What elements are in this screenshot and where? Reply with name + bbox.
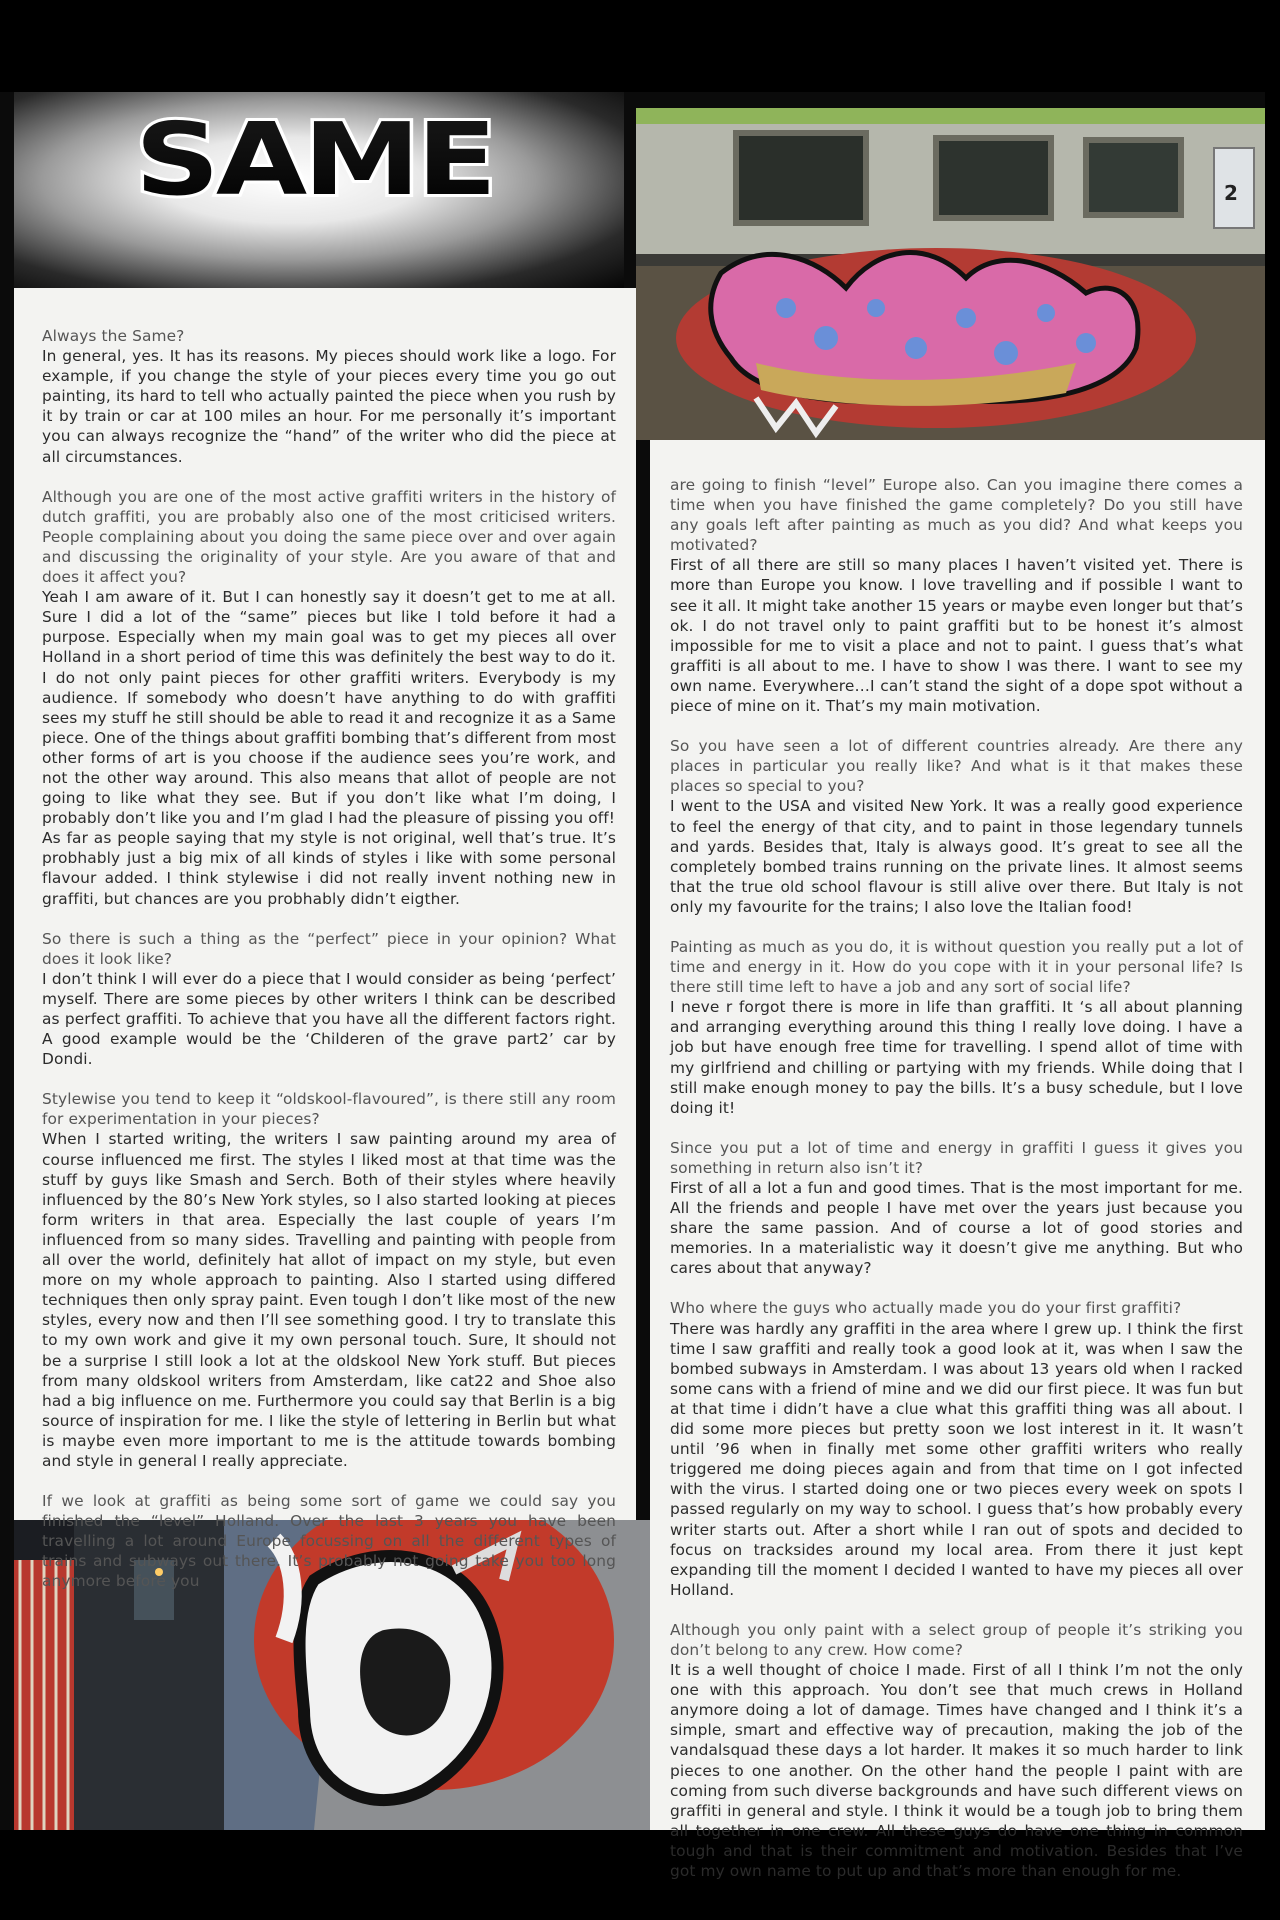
interview-block (670, 736, 1243, 917)
interview-answer: I neve r forgot there is more in life than graffiti. It ‘s all about planning and arranging everything around this thing I really love doing. I have a job but have enough free time for travelling. I spend allot of time with my girlfriend and chilling or partying with my friends. While doing that I still make enough money to pay the bills. It’s a busy schedule, but I love doing it! (670, 998, 1243, 1117)
interview-block (670, 1138, 1243, 1279)
same-logo-graphic (14, 92, 624, 288)
interview-answer: It is a well thought of choice I made. First of all I think I’m not the only one with this approach. You don’t see that much crews in Holland anymore doing a lot of damage. Times have changed and I think it’s a simple, smart and effective way of precaution, making the job of the vandalsquad these days a lot harder. It makes it so much harder to link pieces to one another. On the other hand the people I paint with are coming from such diverse backgrounds and have such different views on graffiti in general and style. I think it would be a tough job to bring them all together in one crew. All these guys do have one thing in common tough and that is their commitment and motivation. Besides that I’ve got my own name to put up and that’s more than enough for me. (670, 1661, 1243, 1880)
interview-question: Always the Same? (42, 327, 185, 345)
interview-answer: Yeah I am aware of it. But I can honestly say it doesn’t get to me at all. Sure I did a lot of the “same” pieces but like I told before it had a purpose. Especially when my main goal was to get my pieces all over Holland in a short period of time this was definitely the best way to do it. I do not only paint pieces for other graffiti writers. Everybody is my audience. If somebody who doesn’t have anything to do with graffiti sees my stuff he still should be able to read it and recognize it as a Same piece. One of the things about graffiti bombing that’s different from most other forms of art is you choose if the audience sees you’re work, and not the other way around. This also means that allot of people are not going to like what they see. But if you don’t like what I’m doing, I probably don’t like you and I’m glad I had the pleasure of pissing you off! (42, 588, 616, 828)
interview-block (670, 475, 1243, 716)
interview-block (42, 326, 616, 467)
interview-answer: There was hardly any graffiti in the area where I grew up. I think the first time I saw graffiti and really took a good look at it, was when I saw the bombed subways in Amsterdam. I was about 13 years old when I racked some cans with a friend of mine and we did our first piece. It was fun but at that time i didn’t have a clue what this graffiti thing was all about. I did some more pieces but pretty soon we lost interest in it. It wasn’t until ’96 when in finally met some other graffiti writers who really triggered me doing pieces again and from that time on I got infected with the virus. I started doing one or two pieces every week on spots I passed regularly on my way to school. I guess that’s how probably every writer starts out. After a short while I ran out of spots and decided to focus on tracksides around my local area. From there it just kept expanding till the moment I decided I wanted to have my pieces all over Holland. (670, 1319, 1243, 1599)
interview-question: Since you put a lot of time and energy in graffiti I guess it gives you something in return also isn’t it? (670, 1138, 1243, 1177)
logo-text: SAME (134, 100, 494, 218)
interview-question: Stylewise you tend to keep it “oldskool-flavoured”, is there still any room for experimentation in your pieces? (42, 1090, 616, 1129)
train-graffiti-photo (636, 108, 1265, 440)
page-edge (1265, 92, 1280, 1830)
interview-answer: As far as people saying that my style is not original, well that’s true. It’s probhably just a big mix of all kinds of styles i like with some personal flavour added. I think stylewise i did not really invent nothing new in graffiti, but chances are you probhably didn’t eigther. (42, 829, 616, 908)
interview-block (42, 487, 616, 909)
interview-question: So there is such a thing as the “perfect” piece in your opinion? What does it look like? (42, 929, 616, 968)
interview-block (670, 937, 1243, 1118)
article-column-right (650, 440, 1265, 1880)
article-column-left (14, 288, 636, 1591)
interview-answer: First of all a lot a fun and good times. That is the most important for me. All the friends and people I have met over the years just because you share the same passion. And of course a lot of good stories and memories. In a materialistic way it doesn’t give me anything. But who cares about that anyway? (670, 1179, 1243, 1278)
interview-answer: In general, yes. It has its reasons. My pieces should work like a logo. For example, if you change the style of your pieces every time you go out painting, its hard to tell who actually painted the piece when you rush by it by train or car at 100 miles an hour. For me personally it’s important you can always recognize the “hand” of the writer who did the piece at all circumstances. (42, 347, 616, 466)
interview-question: are going to finish “level” Europe also. Can you imagine there comes a time when you have finished the game completely? Do you still have any goals left after painting as much as you did? And what keeps you motivated? (670, 476, 1243, 555)
train-number: 2 (1224, 181, 1238, 205)
interview-block (670, 1620, 1243, 1881)
interview-answer: First of all there are still so many places I haven’t visited yet. There is more than Europe you know. I love travelling and if possible I want to see it all. It might take another 15 years or maybe even longer but that’s ok. I do not travel only to paint graffiti but to be honest it’s almost impossible for me to visit a place and not to paint. I guess that’s what graffiti is all about to me. I have to show I was there. I want to see my own name. Everywhere…I can’t stand the sight of a dope spot without a piece of mine on it. That’s my main motivation. (670, 556, 1243, 716)
interview-block (42, 1089, 616, 1471)
interview-answer: When I started writing, the writers I saw painting around my area of course influenced me first. The styles I liked most at that time was the stuff by guys like Smash and Serch. Both of their styles where heavily influenced by the 80’s New York styles, so I also started looking at pieces form writers in that area. Especially the last couple of years I’m influenced from so many sides. Travelling and painting with people from all over the world, definitely hat allot of impact on my style, but even more on my whole approach to painting. Also I started using differed techniques then only spray paint. Even tough I don’t like most of the new styles, every now and then I’ll see something good. I try to translate this to my own work and give it my own personal touch. Sure, It should not be a surprise I still look a lot at the oldskool New York stuff. But pieces from many oldskool writers from Amsterdam, like cat22 and Shoe also had a big influence on me. Furthermore you could say that Berlin is a big source of inspiration for me. I like the style of lettering in Berlin but what is maybe even more important to me is the attitude towards bombing and style in general I really appreciate. (42, 1130, 616, 1470)
interview-question: So you have seen a lot of different countries already. Are there any places in particular you really like? And what is it that makes these places so special to you? (670, 737, 1243, 796)
interview-question: Painting as much as you do, it is without question you really put a lot of time and energy in it. How do you cope with it in your personal life? Is there still time left to have a job and any sort of social life? (670, 937, 1243, 997)
interview-question: Who where the guys who actually made you do your first graffiti? (670, 1299, 1182, 1318)
interview-question: Although you are one of the most active graffiti writers in the history of dutch graffiti, you are probably also one of the most criticised writers. People complaining about you doing the same piece over and over again and discussing the originality of your style. Are you aware of that and does it affect you? (42, 487, 616, 587)
interview-answer: I went to the USA and visited New York. It was a really good experience to feel the energy of that city, and to paint in those legendary tunnels and yards. Besides that, Italy is always good. It’s great to see all the completely bombed trains running on the private lines. It almost seems that the true old school flavour is still alive over there. But Italy is not only my favourite for the trains; I also love the Italian food! (670, 797, 1243, 916)
interview-question: Although you only paint with a select group of people it’s striking you don’t belong to any crew. How come? (670, 1620, 1243, 1659)
interview-block (42, 1491, 616, 1591)
interview-block (670, 1298, 1243, 1599)
interview-answer: I don’t think I will ever do a piece that I would consider as being ‘perfect’ myself. There are some pieces by other writers I think can be described as perfect graffiti. To achieve that you have all the different factors right. A good example would be the ‘Childeren of the grave part2’ car by Dondi. (42, 969, 616, 1069)
same-logo (14, 92, 624, 288)
interview-question: If we look at graffiti as being some sort of game we could say you finished the “level” Holland. Over the last 3 years you have been travelling a lot around Europe focussing on all the different types of trains and subways out there. It’s probably not going take you too long anymore before you (42, 1492, 616, 1591)
interview-block (42, 929, 616, 1070)
